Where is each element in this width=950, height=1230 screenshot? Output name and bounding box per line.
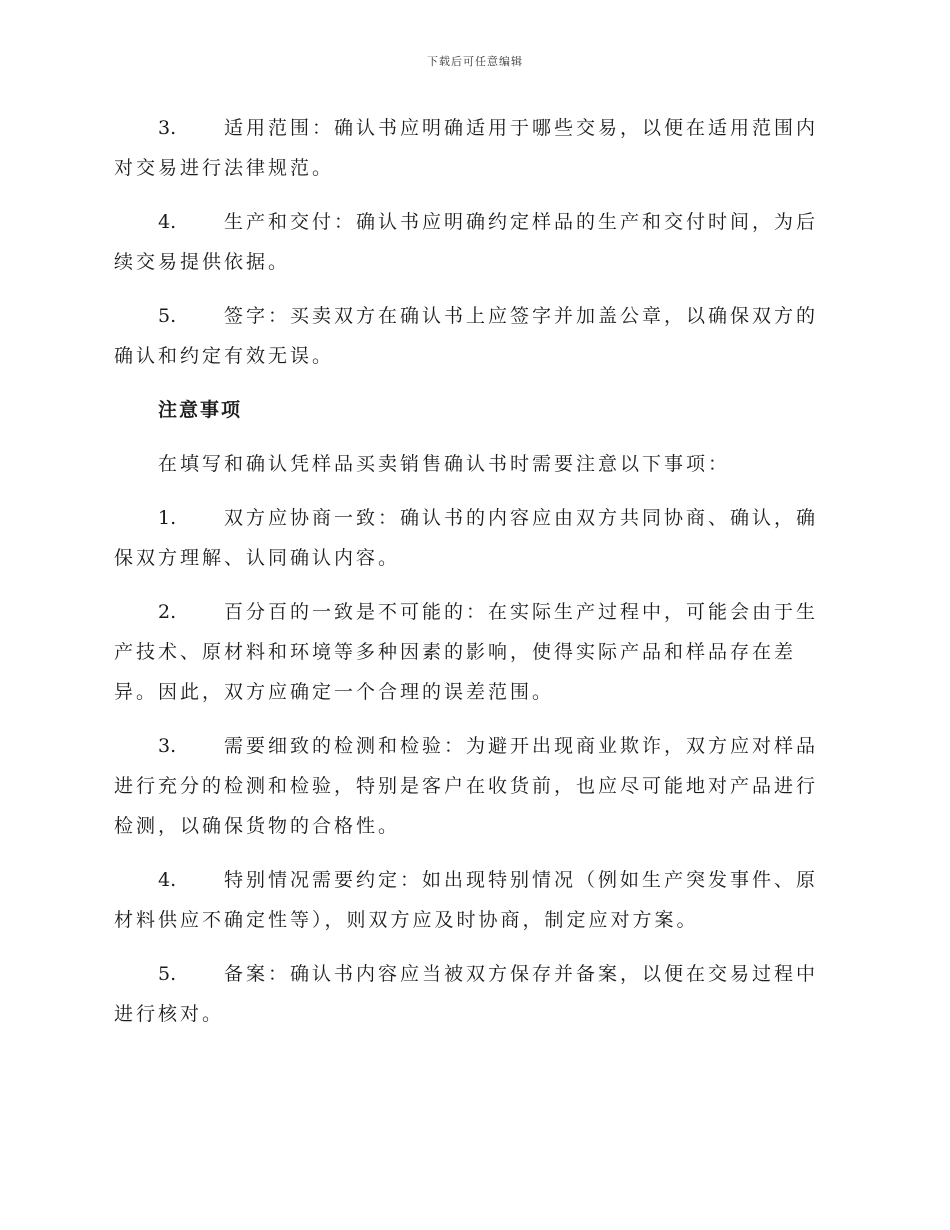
list-item bbox=[114, 498, 836, 578]
list-item-text: 需要细致的检测和检验：为避开出现商业欺诈，双方应对样品进行充分的检测和检验，特别是客户在收货前，也应尽可能地对产品进行检测，以确保货物的合格性。 bbox=[114, 735, 819, 837]
list-item-text: 签字：买卖双方在确认书上应签字并加盖公章，以确保双方的确认和约定有效无误。 bbox=[114, 305, 819, 367]
list-item bbox=[114, 954, 836, 1034]
page-header: 下载后可任意编辑 bbox=[427, 55, 523, 68]
list-item bbox=[114, 202, 836, 282]
list-item bbox=[114, 592, 836, 712]
list-item-number: 4. bbox=[158, 211, 177, 233]
section-intro: 在填写和确认凭样品买卖销售确认书时需要注意以下事项： bbox=[158, 453, 731, 475]
list-item bbox=[114, 108, 836, 188]
document-body bbox=[114, 108, 836, 1048]
list-item-number: 5. bbox=[158, 305, 177, 327]
section-heading: 注意事项 bbox=[158, 399, 243, 421]
list-item-text: 适用范围：确认书应明确适用于哪些交易，以便在适用范围内对交易进行法律规范。 bbox=[114, 117, 819, 179]
list-item-number: 2. bbox=[158, 601, 177, 623]
list-item bbox=[114, 726, 836, 846]
list-item-text: 备案：确认书内容应当被双方保存并备案，以便在交易过程中进行核对。 bbox=[114, 963, 819, 1025]
list-item-number: 3. bbox=[158, 735, 177, 757]
list-item-text: 生产和交付：确认书应明确约定样品的生产和交付时间，为后续交易提供依据。 bbox=[114, 211, 819, 273]
list-item-text: 百分百的一致是不可能的：在实际生产过程中，可能会由于生产技术、原材料和环境等多种因素的影响，使得实际产品和样品存在差异。因此，双方应确定一个合理的误差范围。 bbox=[114, 601, 819, 703]
list-item-number: 3. bbox=[158, 117, 177, 139]
list-item-number: 5. bbox=[158, 963, 177, 985]
list-item bbox=[114, 860, 836, 940]
list-item-text: 特别情况需要约定：如出现特别情况（例如生产突发事件、原材料供应不确定性等），则双方应及时协商，制定应对方案。 bbox=[114, 869, 819, 931]
list-item-text: 双方应协商一致：确认书的内容应由双方共同协商、确认，确保双方理解、认同确认内容。 bbox=[114, 507, 819, 569]
list-item-number: 1. bbox=[158, 507, 177, 529]
list-item bbox=[114, 296, 836, 376]
list-item-number: 4. bbox=[158, 869, 177, 891]
